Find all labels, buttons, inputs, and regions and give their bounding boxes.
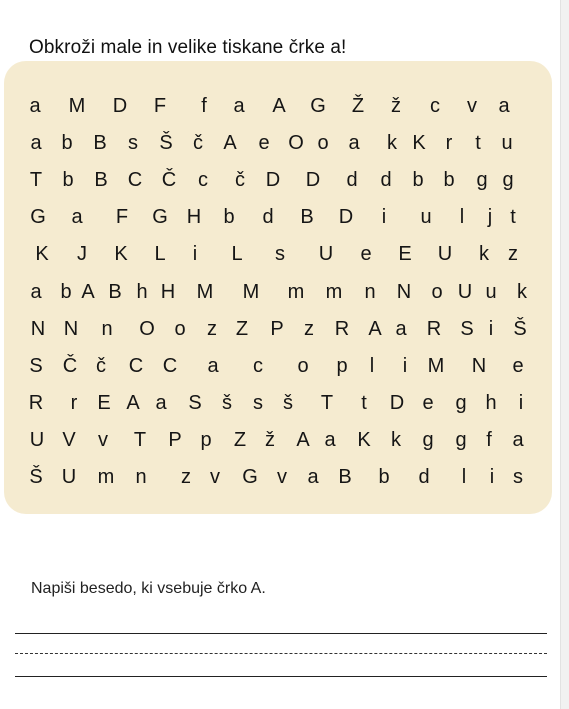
grid-letter[interactable]: n — [101, 318, 113, 340]
grid-letter[interactable]: p — [200, 429, 212, 451]
grid-letter[interactable]: D — [265, 169, 281, 191]
grid-letter[interactable]: S — [460, 318, 474, 340]
grid-letter[interactable]: O — [139, 318, 155, 340]
letter-grid-panel — [4, 61, 552, 514]
grid-letter[interactable]: a — [71, 206, 83, 228]
grid-letter[interactable]: R — [334, 318, 350, 340]
grid-letter[interactable]: Z — [233, 429, 247, 451]
grid-letter[interactable]: A — [223, 132, 237, 154]
grid-letter[interactable]: U — [437, 243, 453, 265]
grid-letter[interactable]: i — [402, 355, 408, 377]
grid-letter[interactable]: A — [272, 95, 286, 117]
writing-line-top — [15, 633, 547, 634]
grid-letter[interactable]: v — [210, 466, 220, 488]
grid-letter[interactable]: G — [310, 95, 326, 117]
writing-prompt: Napiši besedo, ki vsebuje črko A. — [31, 580, 266, 597]
grid-letter[interactable]: d — [418, 466, 430, 488]
grid-letter[interactable]: v — [277, 466, 287, 488]
grid-letter[interactable]: k — [517, 281, 527, 303]
grid-letter[interactable]: K — [412, 132, 426, 154]
grid-letter[interactable]: č — [193, 132, 203, 154]
grid-letter[interactable]: g — [455, 392, 467, 414]
grid-letter[interactable]: Š — [29, 466, 43, 488]
grid-letter[interactable]: s — [253, 392, 263, 414]
grid-letter[interactable]: e — [258, 132, 270, 154]
grid-letter[interactable]: g — [455, 429, 467, 451]
grid-letter[interactable]: O — [288, 132, 304, 154]
grid-letter[interactable]: j — [487, 206, 493, 228]
grid-letter[interactable]: A — [126, 392, 140, 414]
grid-letter[interactable]: K — [35, 243, 49, 265]
page-right-edge — [560, 0, 569, 709]
grid-letter[interactable]: u — [485, 281, 497, 303]
grid-letter[interactable]: A — [81, 281, 95, 303]
grid-letter[interactable]: U — [318, 243, 334, 265]
grid-letter[interactable]: c — [253, 355, 263, 377]
grid-letter[interactable]: g — [502, 169, 514, 191]
grid-letter[interactable]: T — [29, 169, 43, 191]
grid-letter[interactable]: H — [160, 281, 176, 303]
grid-letter[interactable]: č — [235, 169, 245, 191]
grid-letter[interactable]: L — [154, 243, 166, 265]
grid-letter[interactable]: o — [297, 355, 309, 377]
grid-letter[interactable]: t — [475, 132, 481, 154]
grid-letter[interactable]: l — [459, 206, 465, 228]
grid-letter[interactable]: b — [223, 206, 235, 228]
grid-letter[interactable]: R — [426, 318, 442, 340]
grid-letter[interactable]: b — [61, 132, 73, 154]
grid-letter[interactable]: M — [427, 355, 445, 377]
grid-letter[interactable]: V — [62, 429, 76, 451]
grid-letter[interactable]: J — [77, 243, 87, 265]
grid-letter[interactable]: s — [128, 132, 138, 154]
grid-letter[interactable]: h — [136, 281, 148, 303]
grid-letter[interactable]: B — [93, 132, 107, 154]
grid-letter[interactable]: M — [196, 281, 214, 303]
grid-letter[interactable]: d — [346, 169, 358, 191]
grid-letter[interactable]: i — [489, 466, 495, 488]
grid-letter[interactable]: b — [62, 169, 74, 191]
grid-letter[interactable]: a — [155, 392, 167, 414]
grid-letter[interactable]: c — [430, 95, 440, 117]
grid-letter[interactable]: G — [152, 206, 168, 228]
grid-letter[interactable]: s — [513, 466, 523, 488]
grid-letter[interactable]: h — [485, 392, 497, 414]
grid-letter[interactable]: E — [398, 243, 412, 265]
grid-letter[interactable]: a — [30, 281, 42, 303]
grid-letter[interactable]: Ž — [351, 95, 365, 117]
grid-letter[interactable]: C — [127, 169, 143, 191]
grid-letter[interactable]: P — [168, 429, 182, 451]
grid-letter[interactable]: k — [387, 132, 397, 154]
grid-letter[interactable]: b — [443, 169, 455, 191]
grid-letter[interactable]: H — [186, 206, 202, 228]
grid-letter[interactable]: a — [395, 318, 407, 340]
grid-letter[interactable]: g — [476, 169, 488, 191]
grid-letter[interactable]: ž — [265, 429, 275, 451]
grid-letter[interactable]: G — [242, 466, 258, 488]
grid-letter[interactable]: š — [222, 392, 232, 414]
grid-letter[interactable]: u — [501, 132, 513, 154]
grid-letter[interactable]: U — [29, 429, 45, 451]
grid-letter[interactable]: m — [287, 281, 305, 303]
grid-letter[interactable]: U — [457, 281, 473, 303]
grid-letter[interactable]: B — [94, 169, 108, 191]
grid-letter[interactable]: z — [508, 243, 518, 265]
grid-letter[interactable]: D — [305, 169, 321, 191]
grid-letter[interactable]: k — [479, 243, 489, 265]
grid-letter[interactable]: E — [97, 392, 111, 414]
grid-letter[interactable]: R — [28, 392, 44, 414]
grid-letter[interactable]: P — [270, 318, 284, 340]
grid-letter[interactable]: n — [364, 281, 376, 303]
grid-letter[interactable]: z — [207, 318, 217, 340]
grid-letter[interactable]: b — [60, 281, 72, 303]
grid-letter[interactable]: B — [300, 206, 314, 228]
grid-letter[interactable]: S — [188, 392, 202, 414]
grid-letter[interactable]: d — [380, 169, 392, 191]
grid-letter[interactable]: a — [233, 95, 245, 117]
grid-letter[interactable]: U — [61, 466, 77, 488]
grid-letter[interactable]: N — [471, 355, 487, 377]
grid-letter[interactable]: e — [422, 392, 434, 414]
grid-letter[interactable]: K — [114, 243, 128, 265]
grid-letter[interactable]: š — [283, 392, 293, 414]
grid-letter[interactable]: S — [29, 355, 43, 377]
grid-letter[interactable]: C — [128, 355, 144, 377]
grid-letter[interactable]: v — [98, 429, 108, 451]
grid-letter[interactable]: K — [357, 429, 371, 451]
grid-letter[interactable]: a — [498, 95, 510, 117]
grid-letter[interactable]: G — [30, 206, 46, 228]
grid-letter[interactable]: Č — [62, 355, 78, 377]
grid-letter[interactable]: k — [391, 429, 401, 451]
grid-letter[interactable]: B — [108, 281, 122, 303]
grid-letter[interactable]: a — [324, 429, 336, 451]
grid-letter[interactable]: C — [162, 355, 178, 377]
grid-letter[interactable]: m — [325, 281, 343, 303]
grid-letter[interactable]: M — [68, 95, 86, 117]
grid-letter[interactable]: B — [338, 466, 352, 488]
grid-letter[interactable]: b — [378, 466, 390, 488]
grid-letter[interactable]: o — [431, 281, 443, 303]
grid-letter[interactable]: e — [512, 355, 524, 377]
grid-letter[interactable]: o — [317, 132, 329, 154]
grid-letter[interactable]: s — [275, 243, 285, 265]
grid-letter[interactable]: t — [361, 392, 367, 414]
grid-letter[interactable]: l — [461, 466, 467, 488]
grid-letter[interactable]: r — [70, 392, 78, 414]
grid-letter[interactable]: A — [296, 429, 310, 451]
grid-letter[interactable]: v — [467, 95, 477, 117]
grid-letter[interactable]: a — [307, 466, 319, 488]
grid-letter[interactable]: e — [360, 243, 372, 265]
grid-letter[interactable]: Č — [161, 169, 177, 191]
grid-letter[interactable]: i — [192, 243, 198, 265]
grid-letter[interactable]: D — [338, 206, 354, 228]
grid-letter[interactable]: ž — [391, 95, 401, 117]
grid-letter[interactable]: a — [348, 132, 360, 154]
grid-letter[interactable]: i — [381, 206, 387, 228]
grid-letter[interactable]: T — [133, 429, 147, 451]
grid-letter[interactable]: f — [486, 429, 492, 451]
grid-letter[interactable]: D — [389, 392, 405, 414]
grid-letter[interactable]: F — [153, 95, 167, 117]
grid-letter[interactable]: u — [420, 206, 432, 228]
grid-letter[interactable]: l — [369, 355, 375, 377]
grid-letter[interactable]: N — [30, 318, 46, 340]
grid-letter[interactable]: č — [96, 355, 106, 377]
grid-letter[interactable]: F — [115, 206, 129, 228]
grid-letter[interactable]: z — [181, 466, 191, 488]
grid-letter[interactable]: m — [97, 466, 115, 488]
grid-letter[interactable]: c — [198, 169, 208, 191]
task-instruction: Obkroži male in velike tiskane črke a! — [29, 37, 347, 58]
grid-letter[interactable]: i — [518, 392, 524, 414]
grid-letter[interactable]: T — [320, 392, 334, 414]
grid-letter[interactable]: p — [336, 355, 348, 377]
grid-letter[interactable]: n — [135, 466, 147, 488]
grid-letter[interactable]: r — [445, 132, 453, 154]
grid-letter[interactable]: g — [422, 429, 434, 451]
grid-letter[interactable]: b — [412, 169, 424, 191]
grid-letter[interactable]: M — [242, 281, 260, 303]
grid-letter[interactable]: Š — [159, 132, 173, 154]
grid-letter[interactable]: o — [174, 318, 186, 340]
grid-letter[interactable]: L — [231, 243, 243, 265]
grid-letter[interactable]: a — [30, 132, 42, 154]
grid-letter[interactable]: d — [262, 206, 274, 228]
grid-letter[interactable]: a — [512, 429, 524, 451]
grid-letter[interactable]: z — [304, 318, 314, 340]
grid-letter[interactable]: t — [510, 206, 516, 228]
grid-letter[interactable]: a — [207, 355, 219, 377]
grid-letter[interactable]: Z — [235, 318, 249, 340]
grid-letter[interactable]: A — [368, 318, 382, 340]
grid-letter[interactable]: f — [201, 95, 207, 117]
grid-letter[interactable]: N — [396, 281, 412, 303]
grid-letter[interactable]: i — [488, 318, 494, 340]
grid-letter[interactable]: a — [29, 95, 41, 117]
grid-letter[interactable]: D — [112, 95, 128, 117]
writing-line-middle-dashed — [15, 653, 547, 654]
writing-line-bottom — [15, 676, 547, 677]
grid-letter[interactable]: Š — [513, 318, 527, 340]
grid-letter[interactable]: N — [63, 318, 79, 340]
